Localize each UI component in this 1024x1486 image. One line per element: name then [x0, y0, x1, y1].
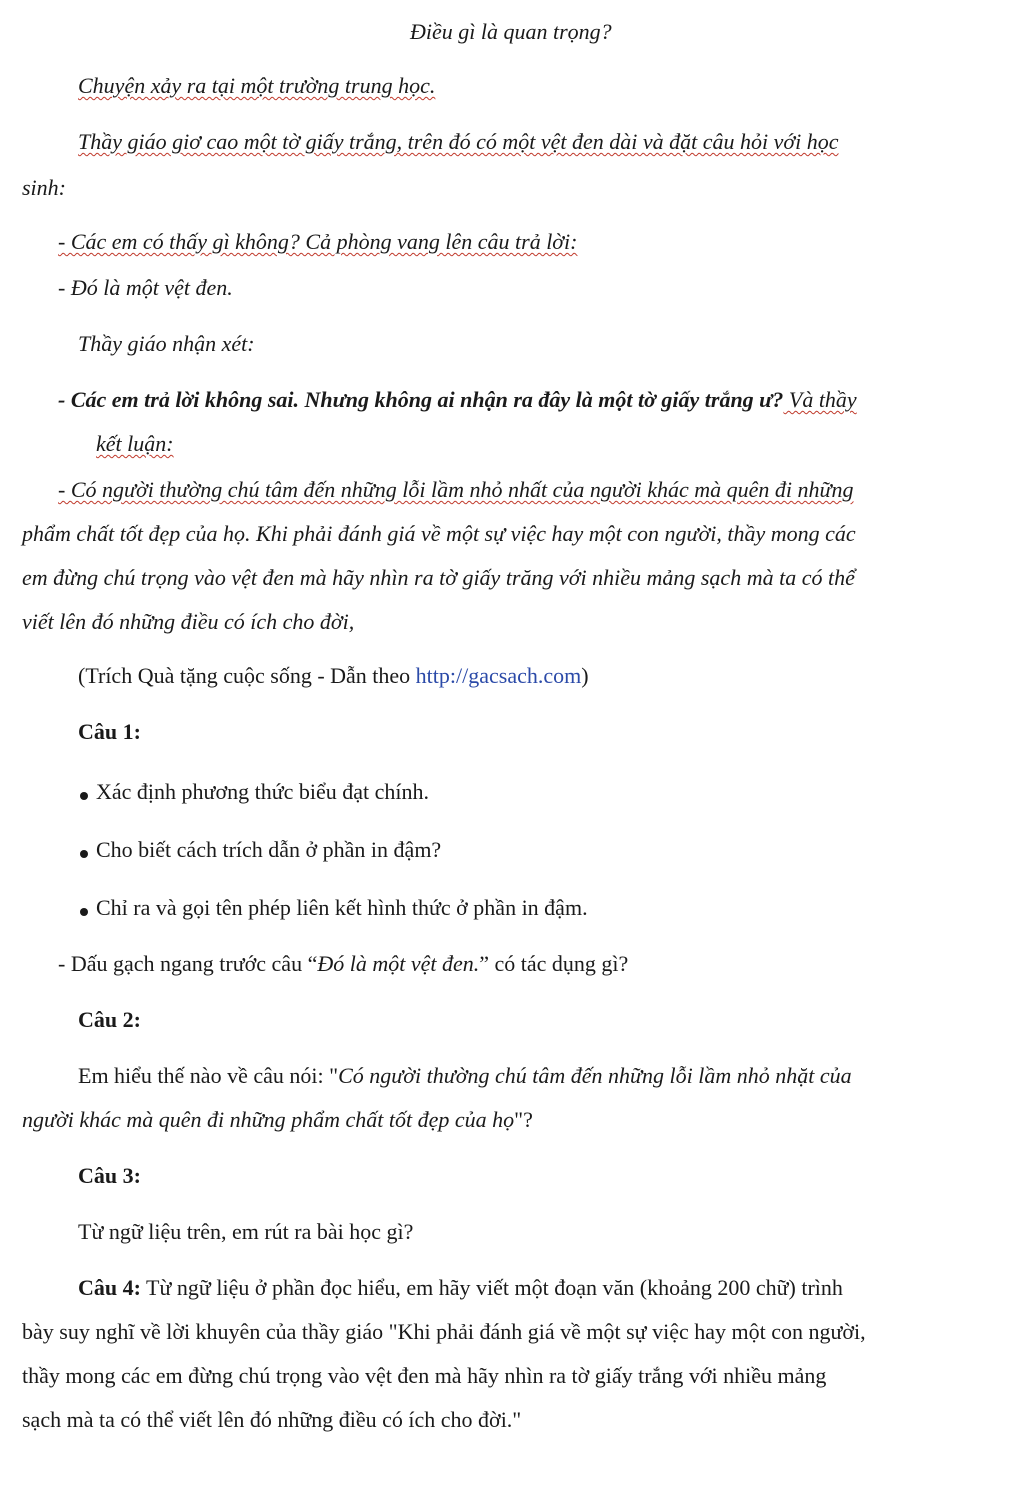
bullet-dot: [80, 908, 88, 916]
story-conclusion-line-3: em đừng chú trọng vào vệt đen mà hãy nhìn ra tờ giấy trăng với nhiều mảng sạch mà ta có thể: [22, 565, 855, 590]
question-3-text: Từ ngữ liệu trên, em rút ra bài học gì?: [78, 1219, 414, 1244]
document-title: Điều gì là quan trọng?: [410, 19, 612, 44]
question-4-line-1: Câu 4: Từ ngữ liệu ở phần đọc hiểu, em hãy viết một đoạn văn (khoảng 200 chữ) trình: [78, 1275, 843, 1300]
question-4-line-3: thầy mong các em đừng chú trọng vào vệt đen mà hãy nhìn ra tờ giấy trắng với nhiều mảng: [22, 1363, 827, 1388]
story-teacher-remark: Thầy giáo nhận xét:: [78, 331, 255, 356]
question-2-line-2: người khác mà quên đi những phẩm chất tốt đẹp của họ"?: [22, 1107, 533, 1132]
question-1-label: Câu 1:: [78, 719, 141, 744]
story-paragraph-2-line-1: Thầy giáo giơ cao một tờ giấy trắng, trên đó có một vệt đen dài và đặt câu hỏi với học: [78, 129, 839, 154]
story-conclusion-line-4: viết lên đó những điều có ích cho đời,: [22, 609, 355, 634]
question-4-line-4: sạch mà ta có thể viết lên đó những điều có ích cho đời.": [22, 1407, 522, 1432]
question-3-label: Câu 3:: [78, 1163, 141, 1188]
question-2-quote-2: người khác mà quên đi những phẩm chất tốt đẹp của họ: [22, 1107, 515, 1132]
source-citation: (Trích Quà tặng cuộc sống - Dẫn theo http://gacsach.com): [78, 663, 589, 688]
story-conclusion-line-1: - Có người thường chú tâm đến những lỗi lầm nhỏ nhất của người khác mà quên đi những: [58, 477, 854, 502]
question-4-label: Câu 4:: [78, 1275, 141, 1300]
question-2-label: Câu 2:: [78, 1007, 141, 1032]
question-1-bullet-2: Cho biết cách trích dẫn ở phần in đậm?: [96, 837, 442, 862]
question-1-bullet-1: Xác định phương thức biểu đạt chính.: [96, 779, 430, 804]
story-conclusion-line-2: phẩm chất tốt đẹp của họ. Khi phải đánh giá về một sự việc hay một con người, thầy mong các: [22, 521, 856, 546]
bold-passage-text: - Các em trả lời không sai. Nhưng không ai nhận ra đây là một tờ giấy trắng ư?: [58, 387, 784, 412]
bullet-dot: [80, 850, 88, 858]
story-paragraph-1: Chuyện xảy ra tại một trường trung học.: [78, 73, 436, 98]
question-2-line-1: Em hiểu thế nào về câu nói: "Có người thường chú tâm đến những lỗi lầm nhỏ nhặt của: [78, 1063, 852, 1088]
question-2-quote-1: Có người thường chú tâm đến những lỗi lầm nhỏ nhặt của: [338, 1063, 852, 1088]
story-conclusion-label: kết luận:: [96, 431, 174, 456]
story-dialogue-question: - Các em có thấy gì không? Cả phòng vang lên câu trả lời:: [58, 229, 578, 254]
question-1-dash-item: - Dấu gạch ngang trước câu “Đó là một vệt đen.” có tác dụng gì?: [58, 951, 629, 976]
story-dialogue-answer: - Đó là một vệt đen.: [58, 275, 233, 300]
story-bold-passage: [58, 386, 857, 414]
dash-item-quote: Đó là một vệt đen.: [317, 951, 480, 976]
bullet-dot: [80, 792, 88, 800]
question-4-line-2: bày suy nghĩ về lời khuyên của thầy giáo "Khi phải đánh giá về một sự việc hay một con người,: [22, 1319, 866, 1344]
bold-passage-tail: Và thầy: [783, 387, 857, 412]
question-1-bullet-3: Chỉ ra và gọi tên phép liên kết hình thức ở phần in đậm.: [96, 895, 588, 920]
story-paragraph-2-line-2: sinh:: [22, 175, 66, 200]
source-link[interactable]: http://gacsach.com: [415, 663, 582, 688]
